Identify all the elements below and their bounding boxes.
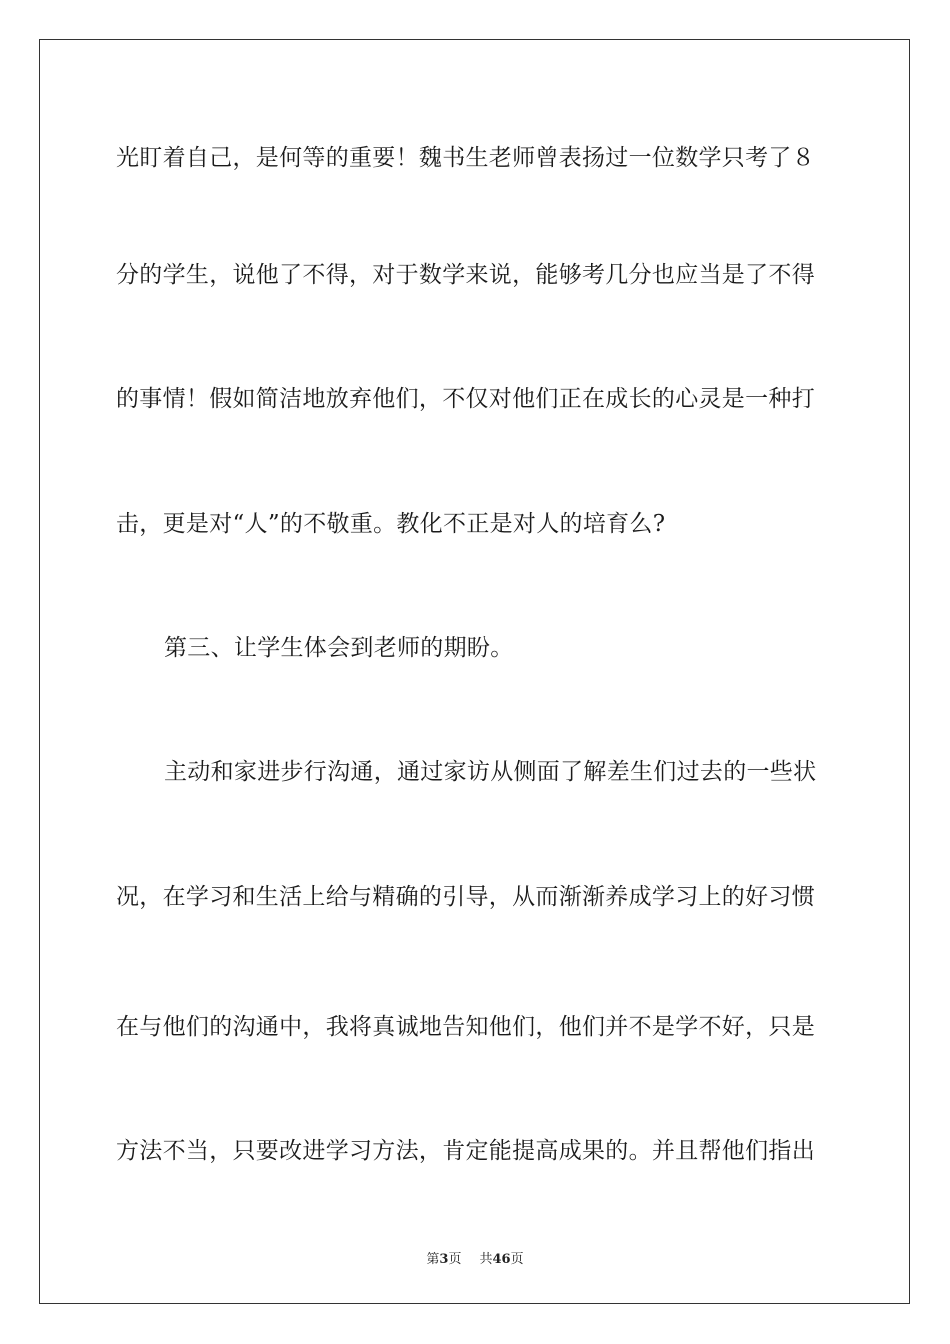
body-line-7: 况，在学习和生活上给与精确的引导，从而渐渐养成学习上的好习惯 [116, 884, 815, 910]
body-line-3: 的事情！假如简洁地放弃他们，不仅对他们正在成长的心灵是一种打 [116, 386, 815, 412]
page-footer [0, 1248, 950, 1267]
current-page-number: 3 [439, 1252, 449, 1267]
total-page-count: 46 [492, 1252, 511, 1267]
body-line-1: 光盯着自己，是何等的重要！魏书生老师曾表扬过一位数学只考了８ [116, 145, 815, 171]
page-border [39, 39, 910, 1304]
body-line-6: 主动和家进步行沟通，通过家访从侧面了解差生们过去的一些状 [164, 759, 817, 785]
footer-total-unit: 页 [510, 1252, 524, 1267]
footer-prefix: 第 [426, 1252, 440, 1267]
footer-page-unit: 页 [448, 1252, 462, 1267]
body-line-2: 分的学生，说他了不得，对于数学来说，能够考几分也应当是了不得 [116, 262, 815, 288]
footer-total-prefix: 共 [479, 1252, 493, 1267]
body-line-4: 击，更是对“人”的不敬重。教化不正是对人的培育么? [116, 511, 666, 537]
section-heading: 第三、让学生体会到老师的期盼。 [164, 635, 514, 661]
body-line-9: 方法不当，只要改进学习方法，肯定能提高成果的。并且帮他们指出 [116, 1138, 815, 1164]
body-line-8: 在与他们的沟通中，我将真诚地告知他们，他们并不是学不好，只是 [116, 1014, 815, 1040]
